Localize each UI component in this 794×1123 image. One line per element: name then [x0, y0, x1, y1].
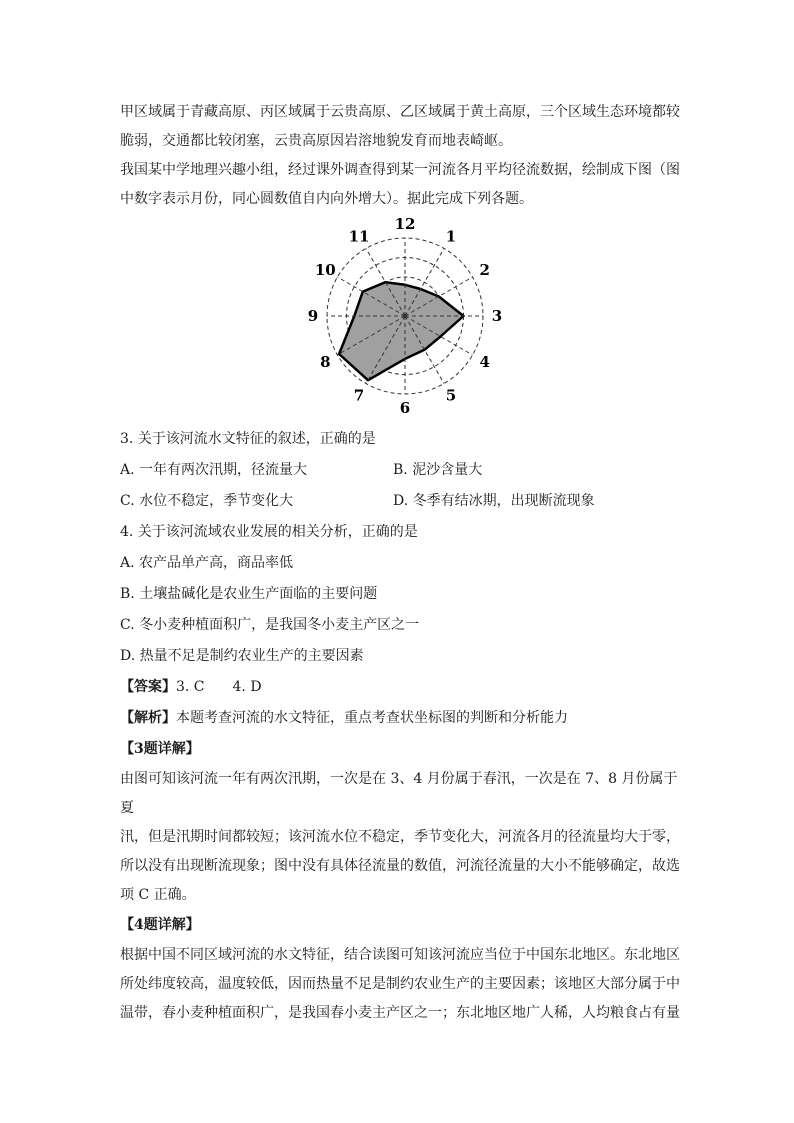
answer-text: 3. C 4. D	[176, 679, 262, 695]
runoff-polygon	[339, 282, 463, 380]
detail3-line-4: 项 C 正确。	[120, 887, 196, 903]
month-label-2: 2	[479, 261, 490, 279]
analysis-text: 本题考查河流的水文特征，重点考查状坐标图的判断和分析能力	[176, 710, 568, 726]
month-label-5: 5	[445, 386, 457, 405]
month-label-4: 4	[479, 353, 490, 371]
month-label-12: 12	[394, 216, 416, 233]
answer-line	[120, 672, 680, 703]
intro-line-2: 脆弱，交通都比较闭塞，云贵高原因岩溶地貌发育而地表崎岖。	[120, 133, 512, 149]
month-label-6: 6	[399, 399, 411, 417]
detail3-heading: 【3题详解】	[120, 741, 200, 757]
q3-option-c: C. 水位不稳定，季节变化大	[120, 493, 294, 509]
detail4-line-2: 所处纬度较高，温度较低，因而热量不足是制约农业生产的主要因素；该地区大部分属于中	[120, 976, 680, 992]
q4-option-d: D. 热量不足是制约农业生产的主要因素	[120, 648, 364, 664]
q3-option-b: B. 泥沙含量大	[393, 462, 483, 478]
month-label-1: 1	[445, 227, 457, 246]
detail4-heading: 【4题详解】	[120, 917, 200, 933]
intro-line-1: 甲区域属于青藏高原、丙区域属于云贵高原、乙区域属于黄土高原，三个区域生态环境都较	[120, 104, 680, 120]
analysis-label: 【解析】	[120, 710, 176, 726]
q3-options-row-2	[120, 486, 680, 517]
q3-options-row-1	[120, 455, 680, 486]
radar-chart	[305, 216, 505, 422]
month-label-9: 9	[307, 307, 319, 325]
q4-option-c: C. 冬小麦种植面积广，是我国冬小麦主产区之一	[120, 617, 420, 633]
month-label-11: 11	[348, 227, 370, 246]
center-point	[403, 314, 407, 318]
q3-option-d: D. 冬季有结冰期，出现断流现象	[393, 493, 595, 509]
q3-stem: 3. 关于该河流水文特征的叙述，正确的是	[120, 431, 376, 447]
detail3-line-3: 所以没有出现断流现象；图中没有具体径流量的数值，河流径流量的大小不能够确定，故选	[120, 858, 680, 874]
intro-line-3: 我国某中学地理兴趣小组，经过课外调查得到某一河流各月平均径流数据，绘制成下图（图	[120, 162, 680, 178]
month-label-3: 3	[491, 307, 503, 325]
document-page	[120, 98, 680, 1028]
q4-stem: 4. 关于该河流域农业发展的相关分析，正确的是	[120, 524, 418, 540]
intro-line-4: 中数字表示月份，同心圆数值自内向外增大）。据此完成下列各题。	[120, 191, 533, 207]
detail3-line-2: 汛，但是汛期时间都较短；该河流水位不稳定，季节变化大，河流各月的径流量均大于零，	[120, 829, 680, 845]
q4-option-a: A. 农产品单产高，商品率低	[120, 555, 294, 571]
detail3-line-1: 由图可知该河流一年有两次汛期，一次是在 3、4 月份属于春汛，一次是在 7、8 月份属于夏	[120, 771, 678, 816]
month-label-10: 10	[314, 261, 336, 279]
detail4-line-3: 温带，春小麦种植面积广，是我国春小麦主产区之一；东北地区地广人稀，人均粮食占有量	[120, 1005, 680, 1021]
month-label-7: 7	[353, 386, 365, 405]
answer-label: 【答案】	[120, 679, 176, 695]
q3-option-a: A. 一年有两次汛期，径流量大	[120, 462, 308, 478]
q4-option-b: B. 土壤盐碱化是农业生产面临的主要问题	[120, 586, 378, 602]
runoff-radar-diagram	[120, 216, 680, 422]
analysis-line	[120, 703, 680, 734]
detail4-line-1: 根据中国不同区域河流的水文特征，结合读图可知该河流应当位于中国东北地区。东北地区	[120, 947, 680, 963]
month-label-8: 8	[320, 353, 331, 371]
